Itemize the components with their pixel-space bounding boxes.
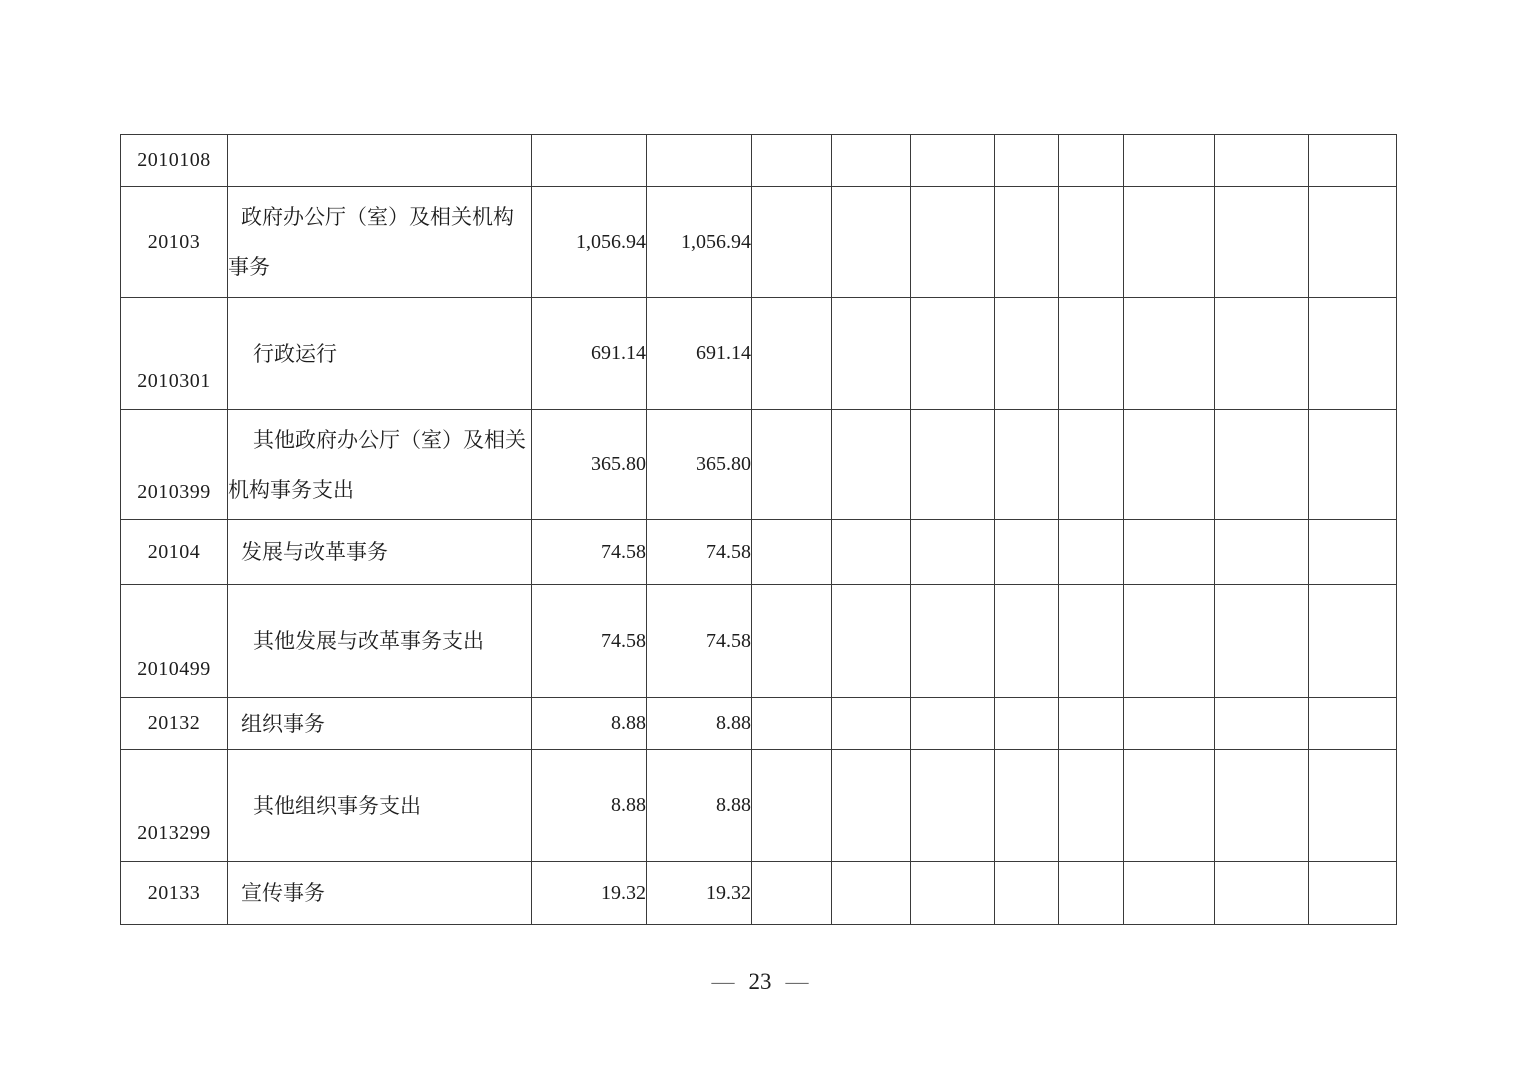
empty-cell	[911, 698, 995, 750]
value-cell-2: 365.80	[647, 410, 752, 520]
empty-cell	[832, 298, 911, 410]
empty-cell	[1215, 410, 1309, 520]
value-cell-2	[647, 135, 752, 187]
empty-cell	[1124, 750, 1215, 862]
value-cell-1: 74.58	[532, 585, 647, 698]
empty-cell	[1309, 520, 1397, 585]
value-cell-2: 74.58	[647, 585, 752, 698]
name-cell: 政府办公厅（室）及相关机构事务	[228, 187, 532, 298]
empty-cell	[911, 520, 995, 585]
empty-cell	[1215, 698, 1309, 750]
code-cell: 2010499	[121, 585, 228, 698]
empty-cell	[1059, 698, 1124, 750]
empty-cell	[752, 410, 832, 520]
value-cell-1: 74.58	[532, 520, 647, 585]
name-cell: 其他发展与改革事务支出	[228, 585, 532, 698]
page-number-right-dash: —	[785, 969, 809, 994]
empty-cell	[911, 298, 995, 410]
empty-cell	[995, 410, 1059, 520]
empty-cell	[1059, 862, 1124, 925]
value-cell-1	[532, 135, 647, 187]
value-cell-2: 74.58	[647, 520, 752, 585]
empty-cell	[832, 410, 911, 520]
code-cell: 2010399	[121, 410, 228, 520]
name-cell: 发展与改革事务	[228, 520, 532, 585]
value-cell-1: 8.88	[532, 750, 647, 862]
value-cell-2: 1,056.94	[647, 187, 752, 298]
name-cell: 其他政府办公厅（室）及相关机构事务支出	[228, 410, 532, 520]
empty-cell	[1309, 298, 1397, 410]
code-cell: 20103	[121, 187, 228, 298]
empty-cell	[995, 698, 1059, 750]
empty-cell	[1059, 520, 1124, 585]
table-row	[121, 135, 1397, 187]
value-cell-1: 1,056.94	[532, 187, 647, 298]
empty-cell	[1309, 410, 1397, 520]
table-row	[121, 520, 1397, 585]
empty-cell	[1215, 187, 1309, 298]
empty-cell	[995, 585, 1059, 698]
empty-cell	[911, 862, 995, 925]
name-cell: 组织事务	[228, 698, 532, 750]
table-row	[121, 585, 1397, 698]
name-cell: 其他组织事务支出	[228, 750, 532, 862]
name-cell: 行政运行	[228, 298, 532, 410]
empty-cell	[911, 135, 995, 187]
value-cell-1: 19.32	[532, 862, 647, 925]
empty-cell	[911, 750, 995, 862]
empty-cell	[1059, 135, 1124, 187]
empty-cell	[995, 135, 1059, 187]
code-cell: 2010108	[121, 135, 228, 187]
name-cell: 宣传事务	[228, 862, 532, 925]
page-number	[0, 966, 1520, 998]
empty-cell	[1124, 135, 1215, 187]
empty-cell	[832, 698, 911, 750]
table-row	[121, 187, 1397, 298]
budget-table	[120, 134, 1397, 925]
empty-cell	[1309, 187, 1397, 298]
empty-cell	[1124, 585, 1215, 698]
empty-cell	[1124, 298, 1215, 410]
empty-cell	[1059, 750, 1124, 862]
empty-cell	[1124, 862, 1215, 925]
empty-cell	[1124, 410, 1215, 520]
code-cell: 20133	[121, 862, 228, 925]
empty-cell	[1215, 298, 1309, 410]
empty-cell	[1059, 298, 1124, 410]
empty-cell	[911, 585, 995, 698]
value-cell-2: 691.14	[647, 298, 752, 410]
table-row	[121, 862, 1397, 925]
table-row	[121, 410, 1397, 520]
empty-cell	[1309, 585, 1397, 698]
empty-cell	[995, 187, 1059, 298]
empty-cell	[1215, 862, 1309, 925]
value-cell-1: 8.88	[532, 698, 647, 750]
empty-cell	[1059, 187, 1124, 298]
empty-cell	[1124, 187, 1215, 298]
value-cell-1: 691.14	[532, 298, 647, 410]
value-cell-1: 365.80	[532, 410, 647, 520]
empty-cell	[1124, 698, 1215, 750]
empty-cell	[995, 862, 1059, 925]
empty-cell	[1309, 698, 1397, 750]
empty-cell	[752, 862, 832, 925]
empty-cell	[1215, 520, 1309, 585]
empty-cell	[1309, 135, 1397, 187]
table-row	[121, 750, 1397, 862]
empty-cell	[832, 862, 911, 925]
empty-cell	[911, 187, 995, 298]
empty-cell	[995, 520, 1059, 585]
code-cell: 2013299	[121, 750, 228, 862]
empty-cell	[752, 585, 832, 698]
empty-cell	[752, 187, 832, 298]
code-cell: 20132	[121, 698, 228, 750]
empty-cell	[832, 187, 911, 298]
empty-cell	[832, 135, 911, 187]
empty-cell	[752, 698, 832, 750]
empty-cell	[1124, 520, 1215, 585]
empty-cell	[752, 750, 832, 862]
empty-cell	[752, 298, 832, 410]
code-cell: 20104	[121, 520, 228, 585]
page-number-left-dash: —	[711, 969, 735, 994]
empty-cell	[752, 135, 832, 187]
empty-cell	[1059, 410, 1124, 520]
code-cell: 2010301	[121, 298, 228, 410]
value-cell-2: 8.88	[647, 750, 752, 862]
empty-cell	[911, 410, 995, 520]
empty-cell	[995, 750, 1059, 862]
empty-cell	[752, 520, 832, 585]
empty-cell	[1215, 750, 1309, 862]
empty-cell	[1059, 585, 1124, 698]
name-cell	[228, 135, 532, 187]
value-cell-2: 8.88	[647, 698, 752, 750]
empty-cell	[995, 298, 1059, 410]
empty-cell	[832, 585, 911, 698]
empty-cell	[1215, 135, 1309, 187]
empty-cell	[1309, 862, 1397, 925]
page-number-value: 23	[748, 969, 772, 994]
empty-cell	[1215, 585, 1309, 698]
table-row	[121, 298, 1397, 410]
empty-cell	[832, 750, 911, 862]
empty-cell	[832, 520, 911, 585]
value-cell-2: 19.32	[647, 862, 752, 925]
empty-cell	[1309, 750, 1397, 862]
table-row	[121, 698, 1397, 750]
